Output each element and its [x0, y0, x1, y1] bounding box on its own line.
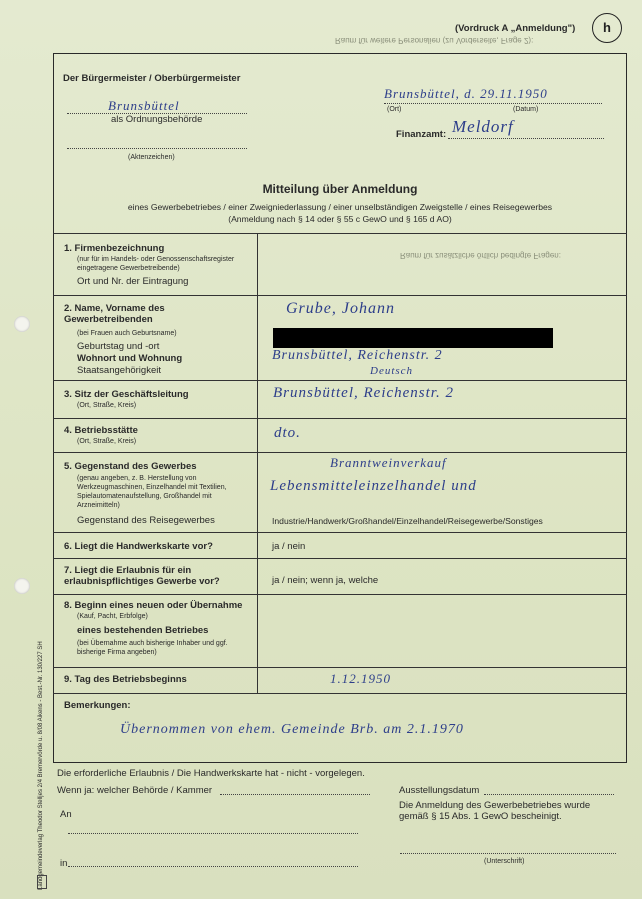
form-code: (Vordruck A „Anmeldung") [455, 23, 576, 34]
row-divider-6 [53, 558, 627, 559]
tax-office-label: Finanzamt: [396, 129, 447, 140]
row-9-title: 9. Tag des Betriebsbeginns [64, 674, 187, 685]
row-divider-5 [53, 532, 627, 533]
row-3-title: 3. Sitz der Geschäftsleitung [64, 389, 189, 400]
file-ref-line [67, 148, 247, 149]
row-divider-8 [53, 667, 627, 668]
mayor-label: Der Bürgermeister / Oberbürgermeister [63, 73, 241, 84]
authority-handwritten: Brunsbüttel [108, 98, 180, 113]
confirm-text: Die Anmeldung des Gewerbebetriebes wurde gemäß § 15 Abs. 1 GewO bescheinigt. [399, 800, 591, 822]
redaction-bar [273, 328, 553, 348]
row-5-sub: (genau angeben, z. B. Herstellung von Werkzeugmaschinen, Einzelhandel mit Textilien, Spielautomatenaufstellung, Großhandel mit Arzneimitteln) [77, 475, 227, 509]
place-date-line [384, 103, 602, 104]
table-divider [257, 233, 258, 693]
signature-line [400, 853, 616, 854]
row-4-sub: (Ort, Straße, Kreis) [77, 438, 137, 445]
date-label: (Datum) [513, 106, 539, 113]
permit-line: Die erforderliche Erlaubnis / Die Handwerkskarte hat - nicht - vorgelegen. [57, 768, 365, 779]
signature-label: (Unterschrift) [484, 858, 525, 865]
row-8-sub-1: (Kauf, Pacht, Erbfolge) [77, 613, 148, 620]
row-2-extra-1: Geburtstag und -ort [77, 341, 160, 352]
row-1-mirrored-text: Raum für zusätzliche örtlich bedingte Fragen: [400, 251, 561, 260]
row-2-extra-2: Wohnort und Wohnung [77, 353, 183, 364]
publisher-logo [37, 875, 47, 889]
addressee-label: An [60, 809, 72, 820]
row-2-extra-3: Staatsangehörigkeit [77, 365, 161, 376]
punch-hole-top [14, 316, 30, 332]
form-subtitle: eines Gewerbebetriebes / einer Zweigniederlassung / einer unselbständigen Zweigstelle / eines Reisegewerbes [127, 202, 553, 212]
row-divider-1 [53, 295, 627, 296]
row-2-sub: (bei Frauen auch Geburtsname) [77, 330, 177, 337]
form-legal-basis: (Anmeldung nach § 14 oder § 55 c GewO und § 165 d AO) [228, 214, 452, 224]
file-ref-label: (Aktenzeichen) [128, 154, 175, 161]
row-5-options: Industrie/Handwerk/Großhandel/Einzelhandel/Reisegewerbe/Sonstiges [272, 516, 543, 526]
row-6-title: 6. Liegt die Handwerkskarte vor? [64, 541, 213, 552]
place-date-handwritten: Brunsbüttel, d. 29.11.1950 [384, 86, 548, 101]
place-label: (Ort) [387, 106, 402, 113]
tax-office-line [448, 138, 604, 139]
issue-date-line [484, 794, 614, 795]
row-8-sub-2: (bei Übernahme auch bisherige Inhaber und ggf. bisherige Firma angeben) [77, 640, 228, 656]
form-title: Mitteilung über Anmeldung [262, 182, 418, 196]
row-4-handwritten: dto. [274, 425, 301, 441]
issue-date-label: Ausstellungsdatum [399, 785, 480, 796]
row-6-options: ja / nein [272, 541, 306, 552]
row-2-address-handwritten: Brunsbüttel, Reichenstr. 2 [272, 348, 443, 363]
row-divider-2 [53, 380, 627, 381]
row-7-title: 7. Liegt die Erlaubnis für ein erlaubnispflichtiges Gewerbe vor? [64, 565, 220, 587]
row-8-title-2: eines bestehenden Betriebes [77, 625, 209, 636]
authority-label: als Ordnungsbehörde [111, 114, 203, 125]
addressee-line [68, 833, 358, 834]
punch-hole-bottom [14, 578, 30, 594]
row-1-extra: Ort und Nr. der Eintragung [77, 276, 189, 287]
authority-line-label: Wenn ja: welcher Behörde / Kammer [57, 785, 213, 796]
place-label-footer: in [60, 858, 68, 869]
authority-chamber-line [220, 794, 370, 795]
row-7-options: ja / nein; wenn ja, welche [272, 575, 379, 586]
row-2-nation-handwritten: Deutsch [370, 365, 414, 377]
row-5-extra: Gegenstand des Reisegewerbes [77, 515, 215, 526]
row-1-sub: (nur für im Handels- oder Genossenschaftsregister eingetragene Gewerbetreibende) [77, 256, 235, 272]
publisher-imprint: Landgemeindeverlag Theodor Stelljes 2/4 Bremervörde u. 8/08 Aikens - Best.-Nr. 130/227 SH [38, 641, 44, 890]
remarks-label: Bemerkungen: [64, 700, 131, 711]
row-3-sub: (Ort, Straße, Kreis) [77, 402, 137, 409]
row-5-title: 5. Gegenstand des Gewerbes [64, 461, 197, 472]
place-line-footer [68, 866, 358, 867]
row-1-title: 1. Firmenbezeichnung [64, 243, 165, 254]
table-top-line [53, 233, 627, 234]
row-2-name-handwritten: Grube, Johann [286, 300, 395, 317]
mirrored-bleed-text: Raum für weitere Personalien (zu Vorderseite, Frage 2): [335, 36, 534, 45]
row-3-handwritten: Brunsbüttel, Reichenstr. 2 [273, 385, 454, 401]
tax-office-handwritten: Meldorf [452, 117, 514, 136]
row-5-handwritten-1: Branntweinverkauf [330, 455, 447, 470]
form-letter-badge: h [592, 13, 622, 43]
remarks-handwritten: Übernommen von ehem. Gemeinde Brb. am 2.1.1970 [120, 722, 464, 737]
row-9-handwritten: 1.12.1950 [330, 671, 391, 686]
row-divider-9 [53, 693, 627, 694]
row-8-title: 8. Beginn eines neuen oder Übernahme [64, 600, 243, 611]
row-divider-7 [53, 594, 627, 595]
row-2-title: 2. Name, Vorname des Gewerbetreibenden [64, 303, 165, 325]
row-5-handwritten-2: Lebensmitteleinzelhandel und [270, 478, 477, 494]
row-divider-4 [53, 452, 627, 453]
row-4-title: 4. Betriebsstätte [64, 425, 138, 436]
row-divider-3 [53, 418, 627, 419]
